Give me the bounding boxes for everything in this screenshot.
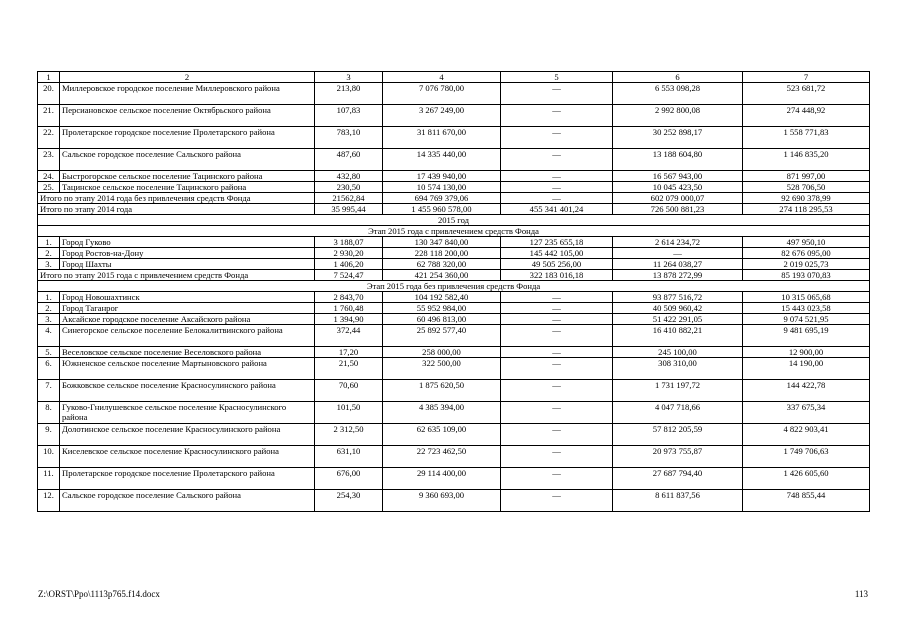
fund-value: — [501,127,613,149]
table-row [38,314,870,325]
section-heading [38,226,870,237]
fund-value: — [501,380,613,402]
total-fund: 322 183 016,18 [501,270,613,281]
fund-value: — [501,446,613,468]
total-cost-value: 10 574 130,00 [383,182,501,193]
regional-budget-value: 16 410 882,21 [613,325,743,347]
municipality-name: Южненское сельское поселение Мартыновского района [60,358,315,380]
column-number-4: 4 [383,72,501,83]
municipality-name: Веселовское сельское поселение Веселовского района [60,347,315,358]
municipality-name: Гуково-Гнилушевское сельское поселение Красносулинского района [60,402,315,424]
row-number: 4. [38,325,60,347]
fund-value: — [501,347,613,358]
table-row [38,446,870,468]
column-number-3: 3 [315,72,383,83]
municipality-name: Пролетарское городское поселение Пролетарского района [60,468,315,490]
area-value: 2 312,50 [315,424,383,446]
table-row [38,127,870,149]
local-budget-value: 2 019 025,73 [743,259,870,270]
municipality-name: Город Шахты [60,259,315,270]
local-budget-value: 14 190,00 [743,358,870,380]
row-number: 20. [38,83,60,105]
column-number-7: 7 [743,72,870,83]
local-budget-value: 4 822 903,41 [743,424,870,446]
row-number: 3. [38,259,60,270]
fund-value: 145 442 105,00 [501,248,613,259]
area-value: 487,60 [315,149,383,171]
fund-value: — [501,83,613,105]
regional-budget-value: 308 310,00 [613,358,743,380]
row-number: 23. [38,149,60,171]
row-number: 2. [38,303,60,314]
regional-budget-value: 20 973 755,87 [613,446,743,468]
row-number: 24. [38,171,60,182]
municipality-name: Город Таганрог [60,303,315,314]
fund-value: — [501,402,613,424]
total-label: Итого по этапу 2014 года без привлечения средств Фонда [38,193,315,204]
row-number: 1. [38,237,60,248]
municipality-name: Синегорское сельское поселение Белокалитвинского района [60,325,315,347]
municipality-name: Миллеровское городское поселение Миллеровского района [60,83,315,105]
row-number: 11. [38,468,60,490]
row-number: 8. [38,402,60,424]
fund-value: — [501,358,613,380]
total-cost-value: 62 788 320,00 [383,259,501,270]
area-value: 17,20 [315,347,383,358]
area-value: 3 188,07 [315,237,383,248]
area-value: 432,80 [315,171,383,182]
column-number-2: 2 [60,72,315,83]
total-area: 7 524,47 [315,270,383,281]
local-budget-value: 144 422,78 [743,380,870,402]
area-value: 230,50 [315,182,383,193]
area-value: 107,83 [315,105,383,127]
area-value: 372,44 [315,325,383,347]
local-budget-value: 1 749 706,63 [743,446,870,468]
regional-budget-value: 16 567 943,00 [613,171,743,182]
municipality-name: Киселевское сельское поселение Красносулинского района [60,446,315,468]
fund-value: — [501,490,613,512]
total-cost-value: 14 335 440,00 [383,149,501,171]
area-value: 631,10 [315,446,383,468]
local-budget-value: 9 074 521,95 [743,314,870,325]
housing-program-table [37,71,870,512]
municipality-name: Быстрогорское сельское поселение Тацинского района [60,171,315,182]
municipality-name: Божковское сельское поселение Красносулинского района [60,380,315,402]
fund-value: — [501,303,613,314]
area-value: 2 930,20 [315,248,383,259]
regional-budget-value: 10 045 423,50 [613,182,743,193]
total-cost-value: 104 192 582,40 [383,292,501,303]
area-value: 676,00 [315,468,383,490]
total-cost-value: 228 118 200,00 [383,248,501,259]
fund-value: — [501,149,613,171]
table-row [38,325,870,347]
column-number-6: 6 [613,72,743,83]
total-fund: — [501,193,613,204]
column-number-row [38,72,870,83]
fund-value: — [501,182,613,193]
row-number: 1. [38,292,60,303]
fund-value: — [501,468,613,490]
total-cost-value: 130 347 840,00 [383,237,501,248]
regional-budget-value: 245 100,00 [613,347,743,358]
regional-budget-value: 30 252 898,17 [613,127,743,149]
local-budget-value: 528 706,50 [743,182,870,193]
local-budget-value: 10 315 065,68 [743,292,870,303]
row-number: 22. [38,127,60,149]
municipality-name: Город Гуково [60,237,315,248]
local-budget-value: 1 558 771,83 [743,127,870,149]
column-number-5: 5 [501,72,613,83]
table-row [38,424,870,446]
area-value: 70,60 [315,380,383,402]
area-value: 101,50 [315,402,383,424]
area-value: 213,80 [315,83,383,105]
total-fund: 455 341 401,24 [501,204,613,215]
total-cost-value: 60 496 813,00 [383,314,501,325]
municipality-name: Сальское городское поселение Сальского района [60,149,315,171]
total-cost-value: 22 723 462,50 [383,446,501,468]
table-row [38,149,870,171]
total-label: Итого по этапу 2014 года [38,204,315,215]
total-label: Итого по этапу 2015 года с привлечением средств Фонда [38,270,315,281]
section-heading-text: Этап 2015 года с привлечением средств Фонда [38,226,870,237]
total-local-budget: 274 118 295,53 [743,204,870,215]
total-cost: 421 254 360,00 [383,270,501,281]
row-number: 12. [38,490,60,512]
fund-value: — [501,171,613,182]
municipality-name: Персиановское сельское поселение Октябрьского района [60,105,315,127]
municipality-name: Аксайское городское поселение Аксайского района [60,314,315,325]
table-row [38,347,870,358]
total-cost-value: 3 267 249,00 [383,105,501,127]
fund-value: 49 505 256,00 [501,259,613,270]
local-budget-value: 9 481 695,19 [743,325,870,347]
total-cost: 694 769 379,06 [383,193,501,204]
total-cost-value: 9 360 693,00 [383,490,501,512]
total-local-budget: 92 690 378,99 [743,193,870,204]
fund-value: — [501,325,613,347]
table-row [38,105,870,127]
total-cost-value: 62 635 109,00 [383,424,501,446]
table-row [38,358,870,380]
total-cost-value: 1 875 620,50 [383,380,501,402]
municipality-name: Сальское городское поселение Сальского района [60,490,315,512]
total-area: 21562,84 [315,193,383,204]
total-cost-value: 25 892 577,40 [383,325,501,347]
total-cost-value: 55 952 984,00 [383,303,501,314]
table-row [38,468,870,490]
municipality-name: Город Ростов-на-Дону [60,248,315,259]
row-number: 9. [38,424,60,446]
table-row [38,292,870,303]
municipality-name: Тацинское сельское поселение Тацинского района [60,182,315,193]
page-number: 113 [854,589,868,599]
subtotal-row [38,193,870,204]
table-row [38,490,870,512]
total-cost: 1 455 960 578,00 [383,204,501,215]
area-value: 1 760,48 [315,303,383,314]
regional-budget-value: 6 553 098,28 [613,83,743,105]
row-number: 25. [38,182,60,193]
local-budget-value: 15 443 023,58 [743,303,870,314]
local-budget-value: 337 675,34 [743,402,870,424]
row-number: 2. [38,248,60,259]
regional-budget-value: 11 264 038,27 [613,259,743,270]
row-number: 3. [38,314,60,325]
total-regional-budget: 602 079 000,07 [613,193,743,204]
area-value: 1 406,20 [315,259,383,270]
area-value: 21,50 [315,358,383,380]
column-number-1: 1 [38,72,60,83]
area-value: 2 843,70 [315,292,383,303]
row-number: 21. [38,105,60,127]
fund-value: — [501,424,613,446]
table-row [38,303,870,314]
fund-value: — [501,105,613,127]
total-regional-budget: 726 500 881,23 [613,204,743,215]
regional-budget-value: 40 509 960,42 [613,303,743,314]
municipality-name: Пролетарское городское поселение Пролетарского района [60,127,315,149]
total-local-budget: 85 193 070,83 [743,270,870,281]
total-cost-value: 29 114 400,00 [383,468,501,490]
table-row [38,237,870,248]
row-number: 6. [38,358,60,380]
section-heading [38,281,870,292]
table-row [38,402,870,424]
regional-budget-value: — [613,248,743,259]
row-number: 7. [38,380,60,402]
total-cost-value: 258 000,00 [383,347,501,358]
local-budget-value: 497 950,10 [743,237,870,248]
total-cost-value: 17 439 940,00 [383,171,501,182]
table-row [38,83,870,105]
local-budget-value: 274 448,92 [743,105,870,127]
total-cost-value: 31 811 670,00 [383,127,501,149]
area-value: 783,10 [315,127,383,149]
local-budget-value: 1 146 835,20 [743,149,870,171]
area-value: 254,30 [315,490,383,512]
regional-budget-value: 2 992 800,08 [613,105,743,127]
fund-value: 127 235 655,18 [501,237,613,248]
row-number: 10. [38,446,60,468]
regional-budget-value: 13 188 604,80 [613,149,743,171]
regional-budget-value: 4 047 718,66 [613,402,743,424]
regional-budget-value: 8 611 837,56 [613,490,743,512]
area-value: 1 394,90 [315,314,383,325]
fund-value: — [501,314,613,325]
local-budget-value: 523 681,72 [743,83,870,105]
section-heading-text: Этап 2015 года без привлечения средств Фонда [38,281,870,292]
regional-budget-value: 93 877 516,72 [613,292,743,303]
regional-budget-value: 27 687 794,40 [613,468,743,490]
regional-budget-value: 1 731 197,72 [613,380,743,402]
section-total-row [38,270,870,281]
local-budget-value: 748 855,44 [743,490,870,512]
regional-budget-value: 57 812 205,59 [613,424,743,446]
table-row [38,171,870,182]
local-budget-value: 1 426 605,60 [743,468,870,490]
year-heading [38,215,870,226]
table-row [38,259,870,270]
total-regional-budget: 13 878 272,99 [613,270,743,281]
total-cost-value: 7 076 780,00 [383,83,501,105]
table-row [38,380,870,402]
stage-total-row [38,204,870,215]
total-cost-value: 4 385 394,00 [383,402,501,424]
regional-budget-value: 51 422 291,05 [613,314,743,325]
total-area: 35 995,44 [315,204,383,215]
total-cost-value: 322 500,00 [383,358,501,380]
local-budget-value: 871 997,00 [743,171,870,182]
row-number: 5. [38,347,60,358]
table-row [38,248,870,259]
regional-budget-value: 2 614 234,72 [613,237,743,248]
table-row [38,182,870,193]
municipality-name: Долотинское сельское поселение Красносулинского района [60,424,315,446]
footer-file-path: Z:\ORST\Ppo\1113p765.f14.docx [38,589,160,599]
local-budget-value: 82 676 095,00 [743,248,870,259]
fund-value: — [501,292,613,303]
year-heading-text: 2015 год [38,215,870,226]
local-budget-value: 12 900,00 [743,347,870,358]
municipality-name: Город Новошахтинск [60,292,315,303]
